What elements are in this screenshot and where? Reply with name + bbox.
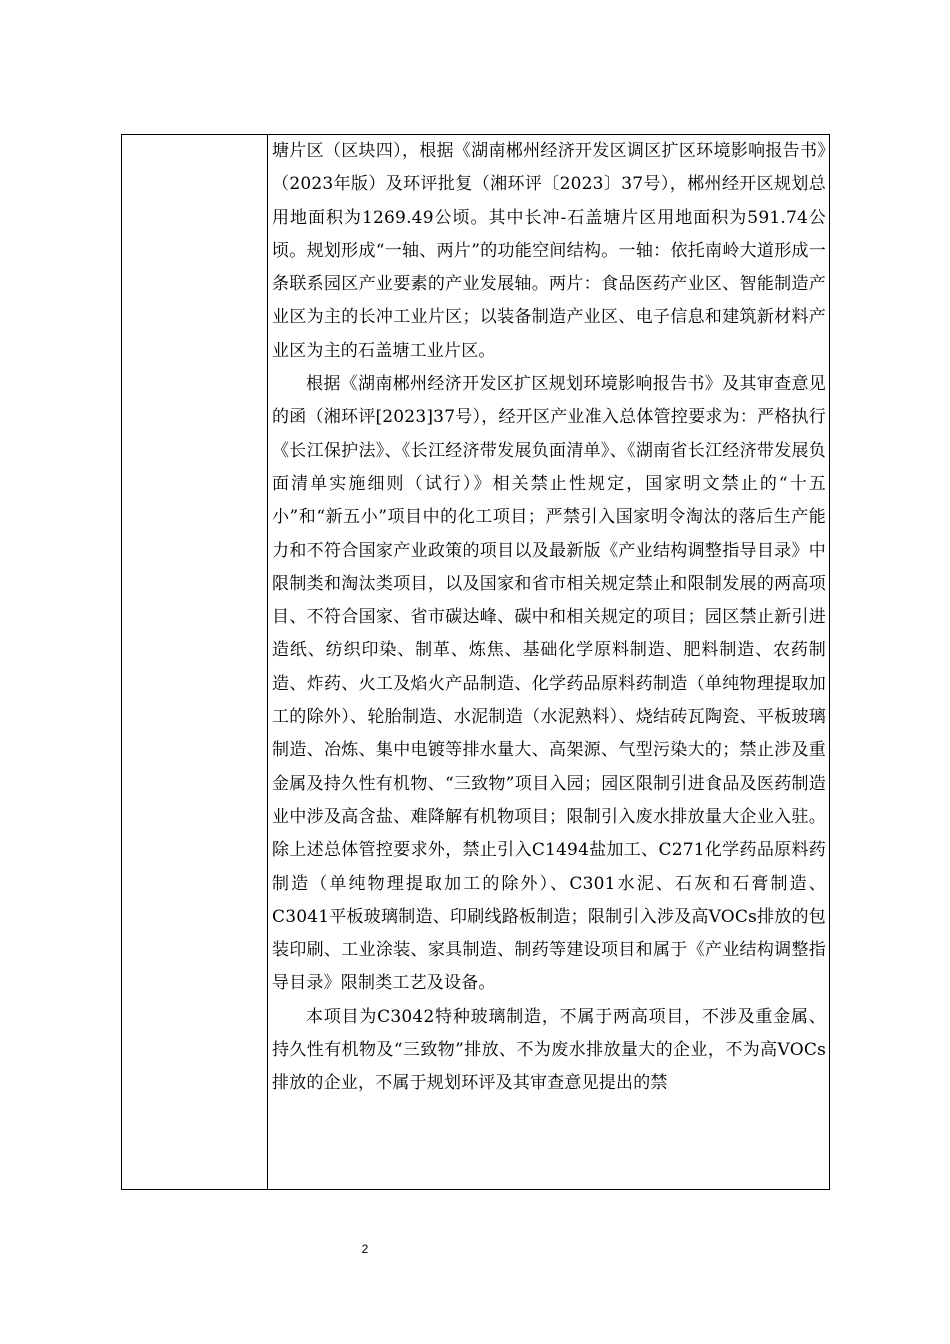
paragraph-1: 塘片区（区块四），根据《湖南郴州经济开发区调区扩区环境影响报告书》（2023年版）及环评批复（湘环评〔2023〕37号），郴州经开区规划总用地面积为1269.49公顷。其中长冲-石盖塘片区用地面积为591.74公顷。规划形成“一轴、两片”的功能空间结构。一轴：依托南岭大道形成一条联系园区产业要素的产业发展轴。两片：食品医药产业区、智能制造产业区为主的长冲工业片区；以装备制造产业区、电子信息和建筑新材料产业区为主的石盖塘工业片区。 [272,141,826,361]
content-table [121,134,830,1190]
table-left-cell [122,135,268,1189]
page-number: 2 [361,1242,369,1256]
paragraph-3: 本项目为C3042特种玻璃制造，不属于两高项目，不涉及重金属、持久性有机物及“三致物”排放、不为废水排放量大的企业，不为高VOCs排放的企业，不属于规划环评及其审查意见提出的禁 [272,1006,826,1094]
paragraph-2: 根据《湖南郴州经济开发区扩区规划环境影响报告书》及其审查意见的函（湘环评[2023]37号），经开区产业准入总体管控要求为：严格执行《长江保护法》、《长江经济带发展负面清单》、《湖南省长江经济带发展负面清单实施细则（试行）》相关禁止性规定，国家明文禁止的“十五小”和“新五小”项目中的化工项目；严禁引入国家明令淘汰的落后生产能力和不符合国家产业政策的项目以及最新版《产业结构调整指导目录》中限制类和淘汰类项目，以及国家和省市相关规定禁止和限制发展的两高项目、不符合国家、省市碳达峰、碳中和相关规定的项目；园区禁止新引进造纸、纺织印染、制革、炼焦、基础化学原料制造、肥料制造、农药制造、炸药、火工及焰火产品制造、化学药品原料药制造（单纯物理提取加工的除外）、轮胎制造、水泥制造（水泥熟料）、烧结砖瓦陶瓷、平板玻璃制造、冶炼、集中电镀等排水量大、高架源、气型污染大的；禁止涉及重金属及持久性有机物、“三致物”项目入园；园区限制引进食品及医药制造业中涉及高含盐、难降解有机物项目；限制引入废水排放量大企业入驻。除上述总体管控要求外，禁止引入C1494盐加工、C271化学药品原料药制造（单纯物理提取加工的除外）、C301水泥、石灰和石膏制造、C3041平板玻璃制造、印刷线路板制造；限制引入涉及高VOCs排放的包装印刷、工业涂装、家具制造、制药等建设项目和属于《产业结构调整指导目录》限制类工艺及设备。 [272,374,826,994]
table-right-cell [268,135,829,1189]
